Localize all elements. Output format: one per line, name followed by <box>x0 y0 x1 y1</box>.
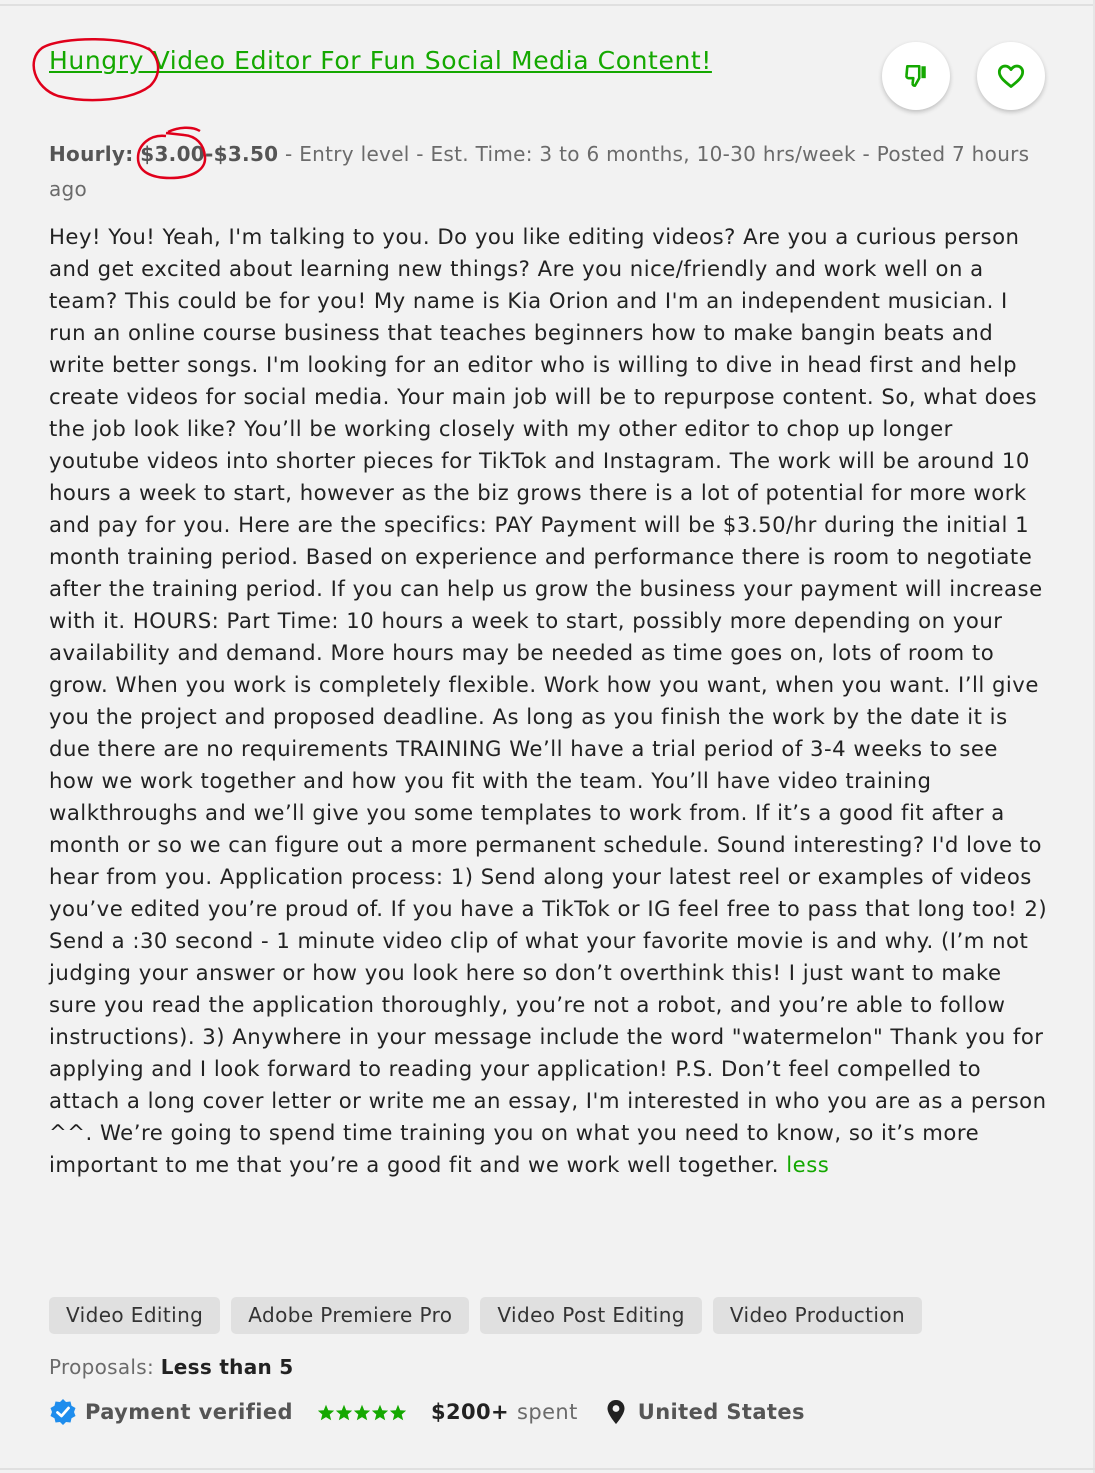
proposals-count <box>49 1355 294 1379</box>
location-pin-icon <box>606 1399 626 1425</box>
verified-badge-icon <box>49 1398 77 1426</box>
client-info <box>49 1395 805 1429</box>
job-title-link[interactable]: Hungry Video Editor For Fun Social Media Content! <box>49 46 712 75</box>
proposals-label: Proposals: <box>49 1355 155 1379</box>
client-location: United States <box>637 1400 805 1424</box>
rate-label: Hourly: <box>49 142 134 166</box>
proposals-value: Less than 5 <box>160 1355 294 1379</box>
client-rating <box>317 1404 407 1421</box>
skill-tag[interactable]: Video Editing <box>49 1297 220 1334</box>
skill-tag[interactable]: Video Production <box>713 1297 922 1334</box>
thumbs-down-icon <box>903 63 929 89</box>
skill-tag[interactable]: Adobe Premiere Pro <box>231 1297 469 1334</box>
less-link[interactable]: less <box>786 1152 830 1177</box>
skill-tag[interactable]: Video Post Editing <box>480 1297 701 1334</box>
job-description <box>49 221 1049 1181</box>
job-details: - Entry level - Est. Time: 3 to 6 months, 10-30 hrs/week - Posted 7 hours ago <box>49 142 1030 201</box>
top-divider <box>0 4 1095 6</box>
job-meta <box>49 137 1039 207</box>
star-icon <box>389 1404 407 1421</box>
client-spent-amount: $200+ <box>430 1400 510 1424</box>
save-job-button[interactable] <box>977 42 1045 110</box>
star-icon <box>353 1404 371 1421</box>
dislike-button[interactable] <box>882 42 950 110</box>
bottom-divider <box>0 1468 1095 1470</box>
rate-value: $3.00-$3.50 <box>140 142 279 166</box>
star-icon <box>335 1404 353 1421</box>
skills-tags <box>49 1297 922 1334</box>
payment-verified-label: Payment verified <box>85 1400 293 1424</box>
heart-icon <box>997 63 1025 89</box>
star-icon <box>371 1404 389 1421</box>
description-text: Hey! You! Yeah, I'm talking to you. Do you like editing videos? Are you a curious person and get excited about learning new things? Are you nice/friendly and work well on a team? This could be for you! My name is Kia Orion and I'm an independent musician. I run an online course business that teaches beginners how to make bangin beats and write better songs. I'm looking for an editor who is willing to dive in head first and help create videos for social media. Your main job will be to repurpose content. So, what does the job look like? You’ll be working closely with my other editor to chop up longer youtube videos into shorter pieces for TikTok and Instagram. The work will be around 10 hours a week to start, however as the biz grows there is a lot of potential for more work and pay for you. Here are the specifics: PAY Payment will be $3.50/hr during the initial 1 month training period. Based on experience and performance there is room to negotiate after the training period. If you can help us grow the business your payment will increase with it. HOURS: Part Time: 10 hours a week to start, possibly more depending on your availability and demand. More hours may be needed as time goes on, lots of room to grow. When you work is completely flexible. Work how you want, when you want. I’ll give you the project and proposed deadline. As long as you finish the work by the date it is due there are no requirements TRAINING We’ll have a trial period of 3-4 weeks to see how we work together and how you fit with the team. You’ll have video training walkthroughs and we’ll give you some templates to work from. If it’s a good fit after a month or so we can figure out a more permanent schedule. Sound interesting? I'd love to hear from you. Application process: 1) Send along your latest reel or examples of videos you’ve edited you’re proud of. If you have a TikTok or IG feel free to pass that long too! 2) Send a :30 second - 1 minute video clip of what your favorite movie is and why. (I’m not judging your answer or how you look here so don’t overthink this! I just want to make sure you read the application thoroughly, you’re not a robot, and you’re able to follow instructions). 3) Anywhere in your message include the word "watermelon" Thank you for applying and I look forward to reading your application! P.S. Don’t feel compelled to attach a long cover letter or write me an essay, I'm interested in who you are as a person ^^. We’re going to spend time training you on what you need to know, so it’s more important to me that you’re a good fit and we work well together. <box>49 224 1048 1177</box>
annotation-mark-rate <box>168 128 200 132</box>
client-spent-label: spent <box>517 1400 578 1424</box>
star-icon <box>317 1404 335 1421</box>
